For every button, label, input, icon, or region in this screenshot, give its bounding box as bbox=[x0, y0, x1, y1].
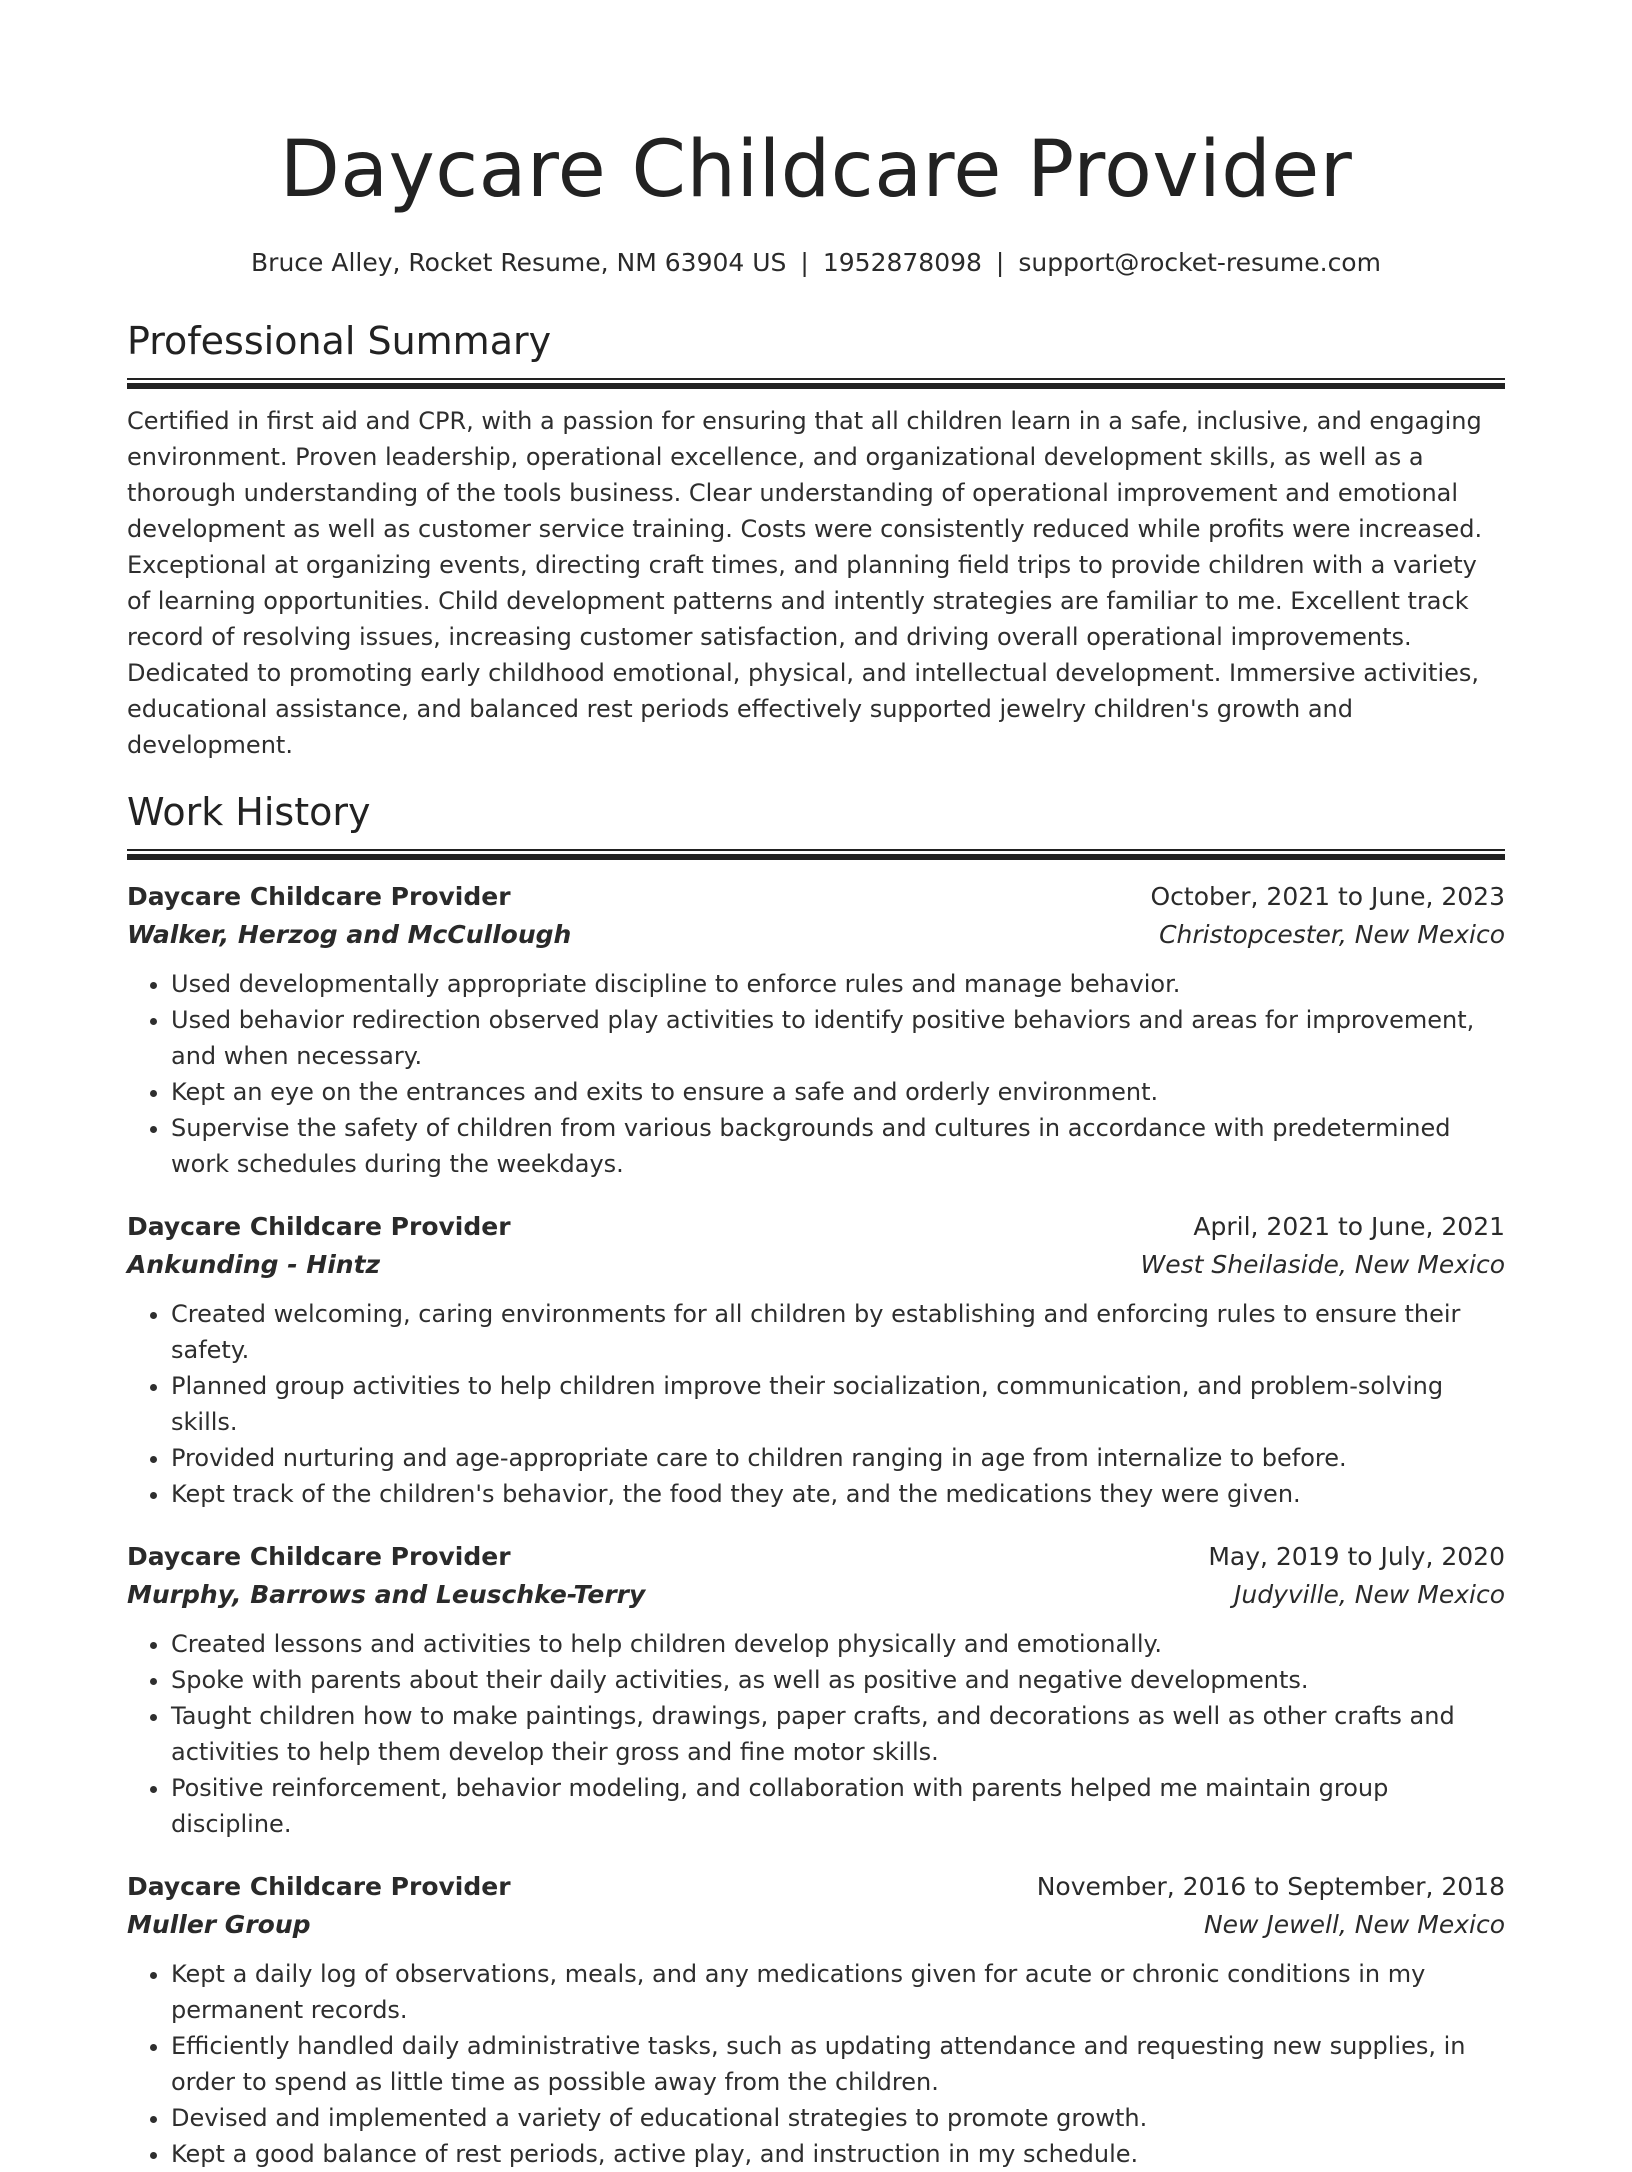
job-location: Christopcester, New Mexico bbox=[1159, 920, 1505, 949]
job-header-row bbox=[127, 878, 1505, 916]
job-company: Walker, Herzog and McCullough bbox=[127, 920, 572, 949]
job-title: Daycare Childcare Provider bbox=[127, 882, 511, 911]
job-header-row bbox=[127, 1538, 1505, 1576]
job-bullet: • Devised and implemented a variety of educational strategies to promote growth. bbox=[171, 2100, 1505, 2136]
job-entry bbox=[127, 878, 1505, 1182]
job-bullet: • Efficiently handled daily administrative tasks, such as updating attendance and requesting new supplies, in order to spend as little time as possible away from the children. bbox=[171, 2028, 1505, 2100]
resume-name: Daycare Childcare Provider bbox=[279, 125, 1353, 215]
job-company: Ankunding - Hintz bbox=[127, 1250, 381, 1279]
job-location: West Sheilaside, New Mexico bbox=[1140, 1250, 1505, 1279]
job-location: Judyville, New Mexico bbox=[1234, 1580, 1505, 1609]
job-bullet: • Kept an eye on the entrances and exits to ensure a safe and orderly environment. bbox=[171, 1074, 1505, 1110]
job-bullet: • Positive reinforcement, behavior modeling, and collaboration with parents helped me maintain group discipline. bbox=[171, 1770, 1505, 1842]
job-bullet: • Used behavior redirection observed play activities to identify positive behaviors and areas for improvement, and when necessary. bbox=[171, 1002, 1505, 1074]
contact-line bbox=[127, 246, 1505, 280]
job-header-row bbox=[127, 1868, 1505, 1906]
job-title: Daycare Childcare Provider bbox=[127, 1872, 511, 1901]
contact-phone: 1952878098 bbox=[822, 248, 982, 277]
job-bullet: • Created lessons and activities to help children develop physically and emotionally. bbox=[171, 1626, 1505, 1662]
contact-separator: | bbox=[995, 248, 1005, 277]
job-dates: April, 2021 to June, 2021 bbox=[1193, 1212, 1505, 1241]
work-history-section bbox=[127, 787, 1505, 2172]
section-divider bbox=[127, 849, 1505, 860]
job-title: Daycare Childcare Provider bbox=[127, 1212, 511, 1241]
job-entry bbox=[127, 1538, 1505, 1842]
job-bullet: • Supervise the safety of children from various backgrounds and cultures in accordance with predetermined work schedules during the weekdays. bbox=[171, 1110, 1505, 1182]
contact-separator: | bbox=[800, 248, 809, 277]
job-entry bbox=[127, 1208, 1505, 1512]
job-bullet: • Kept a good balance of rest periods, active play, and instruction in my schedule. bbox=[171, 2136, 1505, 2172]
job-bullet-list bbox=[127, 966, 1505, 1182]
summary-heading: Professional Summary bbox=[127, 319, 552, 363]
job-company: Muller Group bbox=[127, 1910, 311, 1939]
job-bullet: • Created welcoming, caring environments for all children by establishing and enforcing rules to ensure their safety. bbox=[171, 1296, 1505, 1368]
job-bullet: • Planned group activities to help children improve their socialization, communication, and problem-solving skills. bbox=[171, 1368, 1505, 1440]
job-bullet: • Provided nurturing and age-appropriate care to children ranging in age from internalize to before. bbox=[171, 1440, 1505, 1476]
job-company-row bbox=[127, 1246, 1505, 1284]
job-company-row bbox=[127, 916, 1505, 954]
job-dates: October, 2021 to June, 2023 bbox=[1150, 882, 1505, 911]
job-company: Murphy, Barrows and Leuschke-Terry bbox=[127, 1580, 646, 1609]
summary-text: Certified in first aid and CPR, with a passion for ensuring that all children learn in a safe, inclusive, and engaging environment. Proven leadership, operational excellence, and organizational development skills, as well as a thorough understanding of the tools business. Clear understanding of operational improvement and emotional development as well as customer service training. Costs were consistently reduced while profits were increased. Exceptional at organizing events, directing craft times, and planning field trips to provide children with a variety of learning opportunities. Child development patterns and intently strategies are familiar to me. Excellent track record of resolving issues, increasing customer satisfaction, and driving overall operational improvements. Dedicated to promoting early childhood emotional, physical, and intellectual development. Immersive activities, educational assistance, and balanced rest periods effectively supported jewelry children's growth and development. bbox=[127, 407, 1483, 759]
job-dates: November, 2016 to September, 2018 bbox=[1036, 1872, 1505, 1901]
job-bullet-list bbox=[127, 1626, 1505, 1842]
summary-section bbox=[127, 316, 1505, 763]
job-bullet: • Spoke with parents about their daily activities, as well as positive and negative developments. bbox=[171, 1662, 1505, 1698]
job-bullet-list bbox=[127, 1296, 1505, 1512]
job-bullet: • Kept a daily log of observations, meals, and any medications given for acute or chronic conditions in my permanent records. bbox=[171, 1956, 1505, 2028]
job-bullet: • Used developmentally appropriate discipline to enforce rules and manage behavior. bbox=[171, 966, 1505, 1002]
job-location: New Jewell, New Mexico bbox=[1203, 1910, 1505, 1939]
contact-address: Bruce Alley, Rocket Resume, NM 63904 US bbox=[251, 248, 787, 277]
job-header-row bbox=[127, 1208, 1505, 1246]
section-divider bbox=[127, 378, 1505, 389]
job-company-row bbox=[127, 1576, 1505, 1614]
job-dates: May, 2019 to July, 2020 bbox=[1208, 1542, 1505, 1571]
job-list bbox=[127, 878, 1505, 2172]
contact-email: support@rocket-resume.com bbox=[1018, 248, 1381, 277]
job-company-row bbox=[127, 1906, 1505, 1944]
job-entry bbox=[127, 1868, 1505, 2172]
job-bullet: • Kept track of the children's behavior, the food they ate, and the medications they were given. bbox=[171, 1476, 1505, 1512]
job-title: Daycare Childcare Provider bbox=[127, 1542, 511, 1571]
work-history-heading: Work History bbox=[127, 790, 371, 834]
job-bullet-list bbox=[127, 1956, 1505, 2172]
job-bullet: • Taught children how to make paintings, drawings, paper crafts, and decorations as well as other crafts and activities to help them develop their gross and fine motor skills. bbox=[171, 1698, 1505, 1770]
